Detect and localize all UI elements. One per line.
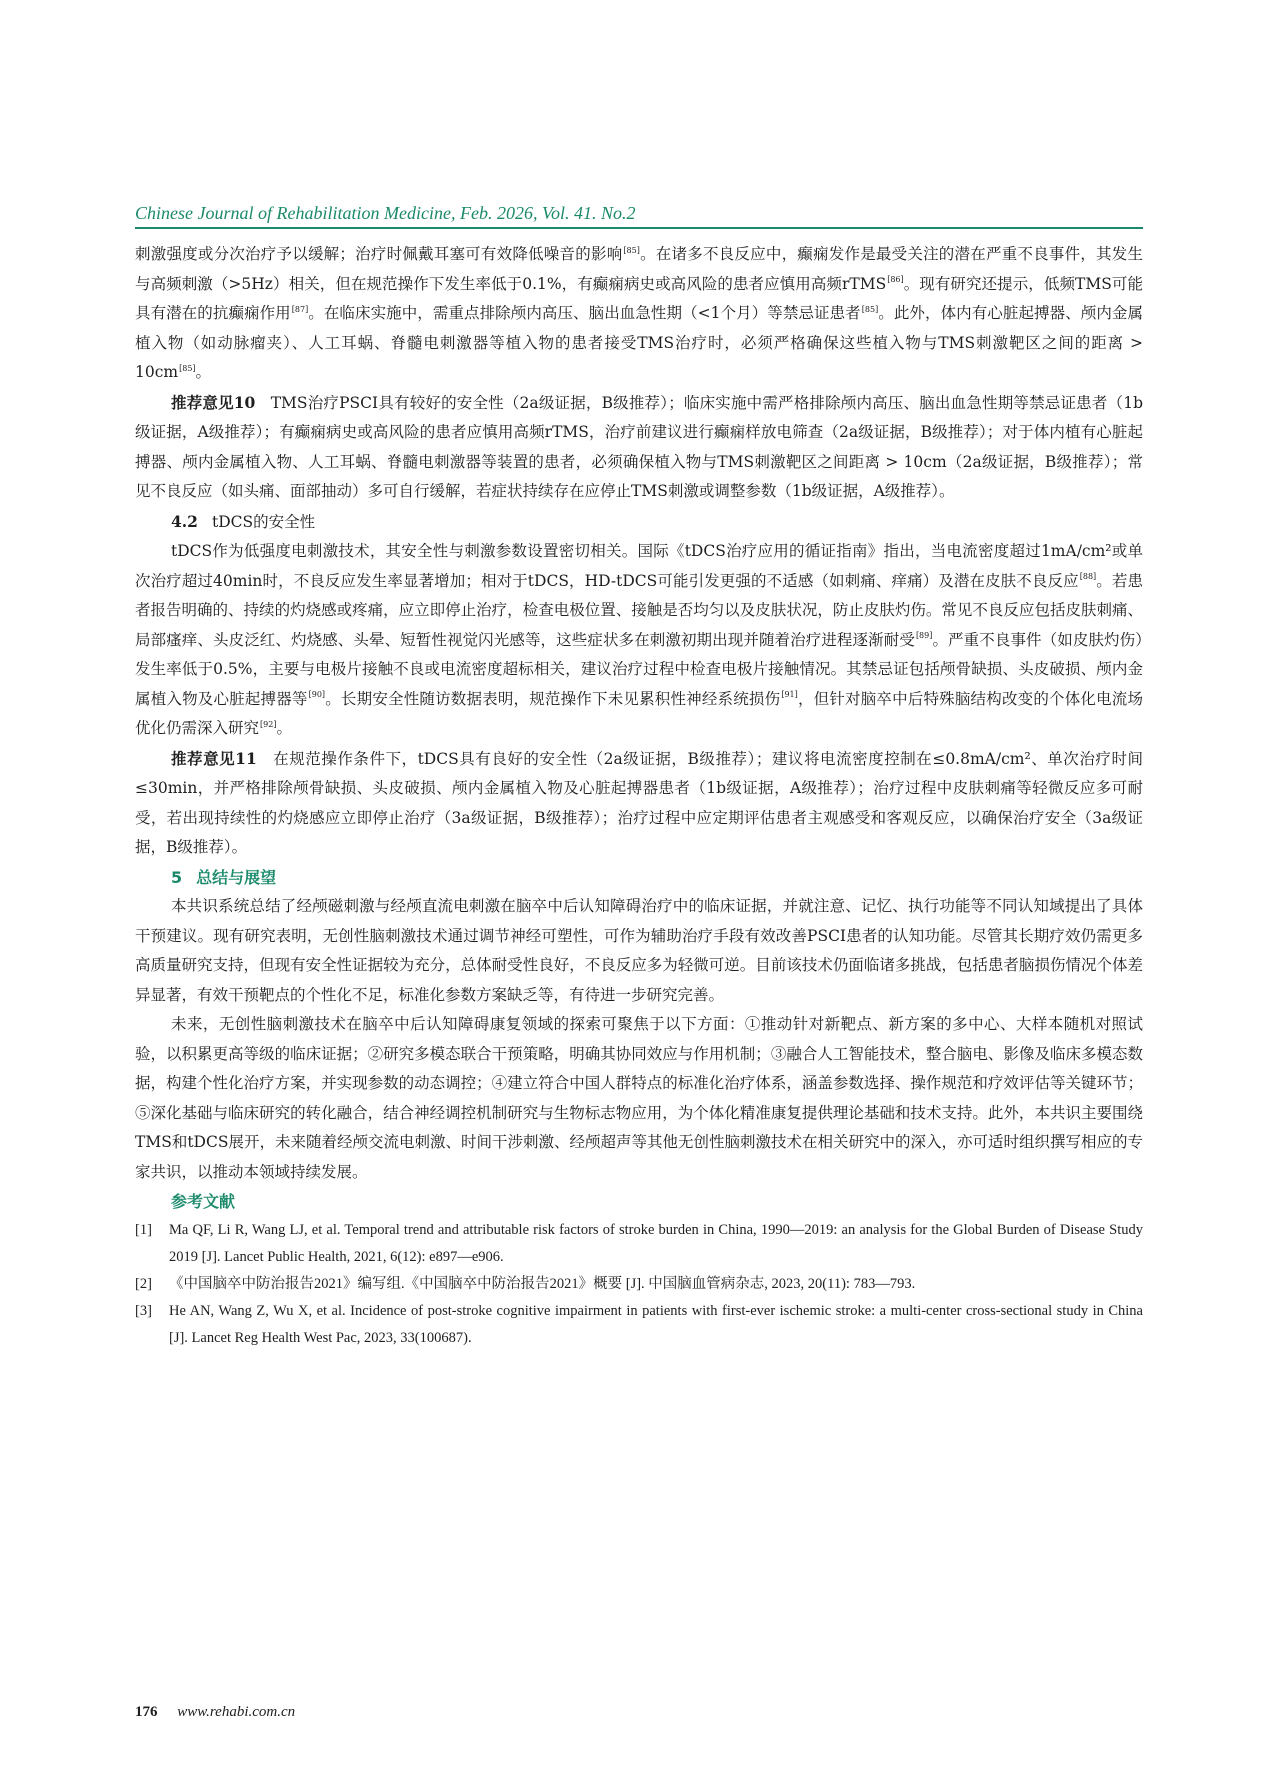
citation[interactable]: [86] xyxy=(887,275,904,285)
running-header xyxy=(135,203,1143,224)
citation[interactable]: [85] xyxy=(861,304,879,314)
subsection-heading-4-2: 4.2 tDCS的安全性 xyxy=(171,511,316,531)
citation[interactable]: [91] xyxy=(781,690,798,700)
reference-number: [1] xyxy=(135,1221,152,1238)
page-number: 176 xyxy=(135,1704,158,1720)
citation[interactable]: [90] xyxy=(308,690,326,700)
reference-text: Ma QF, Li R, Wang LJ, et al. Temporal trend and attributable risk factors of stroke burden in China, 1990—2019: an analysis for the Global Burden of Disease Study 2019 [J]. Lancet Public Health, 2021, 6(12): e897—e906. xyxy=(169,1221,1143,1265)
citation[interactable]: [87] xyxy=(291,304,309,314)
section-heading-5: 5 总结与展望 xyxy=(171,867,277,887)
reference-number: [2] xyxy=(135,1275,152,1292)
citation[interactable]: [88] xyxy=(1079,572,1097,582)
citation[interactable]: [85] xyxy=(623,245,640,255)
recommendation-text: 在规范操作条件下，tDCS具有良好的安全性（2a级证据，B级推荐）；建议将电流密度控制在≤0.8mA/cm²、单次治疗时间≤30min，并严格排除颅骨缺损、头皮破损、颅内金属植入物及心脏起搏器患者（1b级证据，A级推荐）；治疗过程中皮肤刺痛等轻微反应多可耐受，若出现持续性的灼烧感应立即停止治疗（3a级证据，B级推荐）；治疗过程中应定期评估患者主观感受和客观反应，以确保治疗安全（3a级证据，B级推荐）。 xyxy=(135,749,1143,856)
reference-text: He AN, Wang Z, Wu X, et al. Incidence of post-stroke cognitive impairment in patients with first-ever ischemic stroke: a multi-center cross-sectional study in China [J]. Lancet Reg Health West Pac, 2023, 33(100687). xyxy=(169,1302,1143,1346)
reference-number: [3] xyxy=(135,1302,152,1319)
article-body xyxy=(135,240,1143,1352)
references-heading: 参考文献 xyxy=(171,1192,236,1211)
recommendation-label: 推荐意见11 xyxy=(171,748,257,768)
issue-info: Feb. 2026, Vol. 41. No.2 xyxy=(459,203,636,223)
recommendation-11 xyxy=(135,744,1143,863)
citation[interactable]: [85] xyxy=(179,363,196,373)
paragraph-outlook: 未来，无创性脑刺激技术在脑卒中后认知障碍康复领域的探索可聚焦于以下方面：①推动针对新靶点、新方案的多中心、大样本随机对照试验，以积累更高等级的临床证据；②研究多模态联合干预策略，明确其协同效应与作用机制；③融合人工智能技术，整合脑电、影像及临床多模态数据，构建个性化治疗方案，并实现参数的动态调控；④建立符合中国人群特点的标准化治疗体系，涵盖参数选择、操作规范和疗效评估等关键环节；⑤深化基础与临床研究的转化融合，结合神经调控机制研究与生物标志物应用，为个体化精准康复提供理论基础和技术支持。此外，本共识主要围绕TMS和tDCS展开，未来随着经颅交流电刺激、时间干涉刺激、经颅超声等其他无创性脑刺激技术在相关研究中的深入，亦可适时组织撰写相应的专家共识，以推动本领域持续发展。 xyxy=(135,1015,1143,1181)
paragraph-summary: 本共识系统总结了经颅磁刺激与经颅直流电刺激在脑卒中后认知障碍治疗中的临床证据，并就注意、记忆、执行功能等不同认知域提出了具体干预建议。现有研究表明，无创性脑刺激技术通过调节神经可塑性，可作为辅助治疗手段有效改善PSCI患者的认知功能。尽管其长期疗效仍需更多高质量研究支持，但现有安全性证据较为充分，总体耐受性良好，不良反应多为轻微可逆。目前该技术仍面临诸多挑战，包括患者脑损伤情况个体差异显著，有效干预靶点的个性化不足，标准化参数方案缺乏等，有待进一步研究完善。 xyxy=(135,897,1143,1004)
reference-item xyxy=(135,1298,1143,1352)
page-footer xyxy=(135,1704,295,1721)
header-rule xyxy=(135,227,1143,229)
reference-text: 《中国脑卒中防治报告2021》编写组.《中国脑卒中防治报告2021》概要 [J]. 中国脑血管病杂志, 2023, 20(11): 783—793. xyxy=(169,1275,916,1292)
reference-item xyxy=(135,1271,1143,1298)
citation[interactable]: [89] xyxy=(915,631,933,641)
journal-name: Chinese Journal of Rehabilitation Medicine, xyxy=(135,203,456,223)
reference-item xyxy=(135,1217,1143,1271)
recommendation-text: TMS治疗PSCI具有较好的安全性（2a级证据，B级推荐）；临床实施中需严格排除颅内高压、脑出血急性期等禁忌证患者（1b级证据，A级推荐）；有癫痫病史或高风险的患者应慎用高频rTMS，治疗前建议进行癫痫样放电筛查（2a级证据，B级推荐）；对于体内植有心脏起搏器、颅内金属植入物、人工耳蜗、脊髓电刺激器等装置的患者，必须确保植入物与TMS刺激靶区之间距离 > 10cm（2a级证据，B级推荐）；常见不良反应（如头痛、面部抽动）多可自行缓解，若症状持续存在应停止TMS刺激或调整参数（1b级证据，A级推荐）。 xyxy=(135,393,1144,500)
citation[interactable]: [92] xyxy=(260,719,277,729)
paragraph-tms-safety: 刺激强度或分次治疗予以缓解；治疗时佩戴耳塞可有效降低噪音的影响[85]。在诸多不良反应中，癫痫发作是最受关注的潜在严重不良事件，其发生与高频刺激（>5Hz）相关，但在规范操作下发生率低于0.1%，有癫痫病史或高风险的患者应慎用高频rTMS[86]。现有研究还提示，低频TMS可能具有潜在的抗癫痫作用[87]。在临床实施中，需重点排除颅内高压、脑出血急性期（<1个月）等禁忌证患者[85]。此外，体内有心脏起搏器、颅内金属植入物（如动脉瘤夹）、人工耳蜗、脊髓电刺激器等植入物的患者接受TMS治疗时，必须严格确保这些植入物与TMS刺激靶区之间的距离 > 10cm[85]。 xyxy=(135,245,1143,381)
recommendation-10 xyxy=(135,388,1143,507)
paragraph-tdcs-safety: tDCS作为低强度电刺激技术，其安全性与刺激参数设置密切相关。国际《tDCS治疗应用的循证指南》指出，当电流密度超过1mA/cm²或单次治疗超过40min时，不良反应发生率显著增加；相对于tDCS，HD-tDCS可能引发更强的不适感（如刺痛、痒痛）及潜在皮肤不良反应[88]。若患者报告明确的、持续的灼烧感或疼痛，应立即停止治疗，检查电极位置、接触是否均匀以及皮肤状况，防止皮肤灼伤。常见不良反应包括皮肤刺痛、局部瘙痒、头皮泛红、灼烧感、头晕、短暂性视觉闪光感等，这些症状多在刺激初期出现并随着治疗进程逐渐耐受[89]。严重不良事件（如皮肤灼伤）发生率低于0.5%，主要与电极片接触不良或电流密度超标相关，建议治疗过程中检查电极片接触情况。其禁忌证包括颅骨缺损、头皮破损、颅内金属植入物及心脏起搏器等[90]。长期安全性随访数据表明，规范操作下未见累积性神经系统损伤[91]，但针对脑卒中后特殊脑结构改变的个体化电流场优化仍需深入研究[92]。 xyxy=(135,542,1143,737)
website-url[interactable]: www.rehabi.com.cn xyxy=(177,1704,296,1720)
recommendation-label: 推荐意见10 xyxy=(171,392,256,412)
